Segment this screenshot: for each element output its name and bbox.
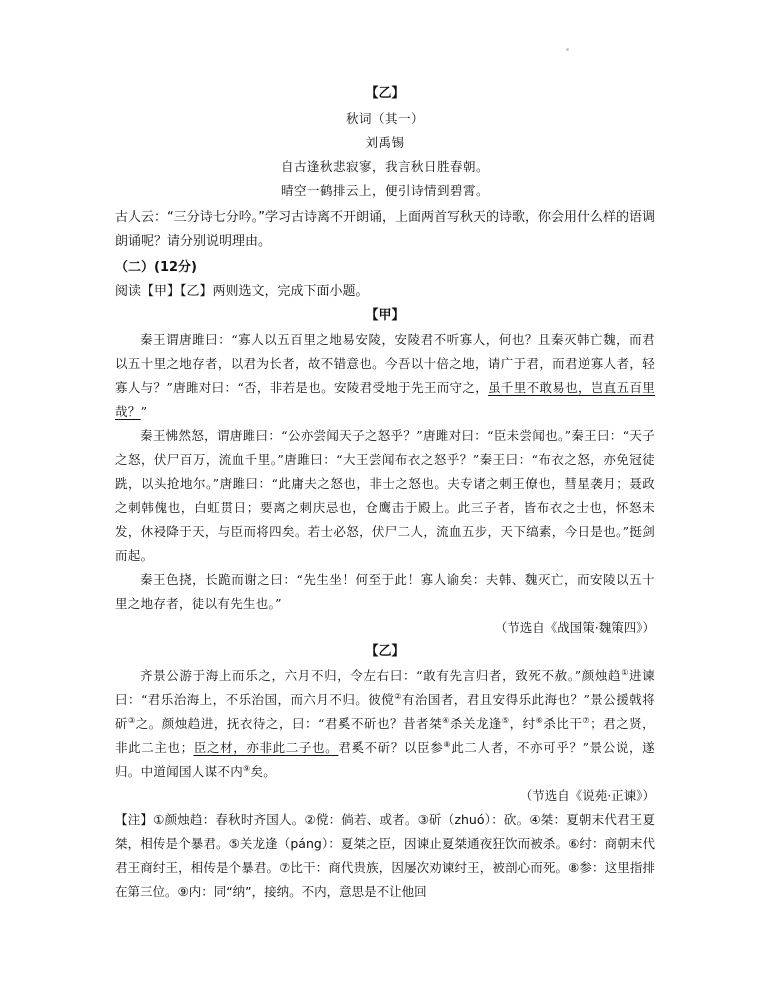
yi-text: 君奚不斫？以臣参	[338, 740, 444, 755]
yi-text: 进谏曰：“君乐治海上，不乐治国，而六月不归。彼傥	[115, 668, 655, 707]
yi-source: （节选自《说苑·正谏》）	[519, 788, 655, 803]
yi-text: ；君之贤，非此二主也；	[115, 716, 655, 755]
note-marker: ②	[394, 691, 402, 701]
jia-paragraph-2: 秦王怫然怒，谓唐雎曰：“公亦尝闻天子之怒乎？”唐雎对曰：“臣未尝闻也。”秦王曰：“天子之怒，伏尸百万，流血千里。”唐雎曰：“大王尝闻布衣之怒乎？”秦王曰：“布衣之怒，亦免冠徒跣，以头抢地尔。”唐雎曰：“此庸夫之怒也，非士之怒也。夫专诸之刺王僚也，彗星袭月；聂政之刺韩傀也，白虹贯日；要离之刺庆忌也，仓鹰击于殿上。此三子者，皆布衣之士也，怀怒未发，休祲降于天，与臣而将四矣。若士必怒，伏尸二人，流血五步，天下缟素，今日是也。”挺剑而起。	[115, 428, 655, 563]
note-marker: ⑨	[243, 763, 251, 773]
section-heading-yi-2: 【乙】	[365, 644, 405, 659]
note-marker: ⑤	[501, 715, 510, 725]
annotation-notes: 【注】①颜烛趋：春秋时齐国人。②傥：倘若、或者。③斫（zhuó）：砍。④桀：夏朝末代君王夏桀，相传是个暴君。⑤关龙逢（páng）：夏桀之臣，因谏止夏桀通夜狂饮而被杀。⑥纣：商朝末代君王商纣王，相传是个暴君。⑦比干：商代贵族，因屡次劝谏纣王，被剖心而死。⑧参：这里指排在第三位。⑨内：同“纳”，接纳。不内，意思是不让他回	[115, 812, 655, 899]
jia-source: （节选自《战国策·魏策四》）	[494, 620, 655, 635]
section-two-intro: 阅读【甲】【乙】两则选文，完成下面小题。	[115, 284, 369, 299]
poem-line: 晴空一鹤排云上，便引诗情到碧霄。	[280, 183, 489, 198]
yi-text: 矣。	[250, 764, 277, 779]
yi-text: 此二人者，不亦可乎？”景公说，遂归。中道闻国人谋不内	[115, 740, 655, 779]
jia-text: 秦王谓唐雎曰：“寡人以五百里之地易安陵，安陵君不听寡人，何也？且秦灭韩亡魏，而君以五十里之地存者，以君为长者，故不错意也。今吾以十倍之地，请广于君，而君逆寡人者，轻寡人与？”唐雎对曰：“否，非若是也。安陵君受地于先王而守之，	[115, 332, 655, 395]
yi-text: 杀关龙逢	[449, 716, 502, 731]
yi-text: ，纣	[509, 716, 536, 731]
yi-paragraph	[115, 664, 655, 784]
page-content	[115, 82, 655, 904]
recitation-question: 古人云：“三分诗七分吟。”学习古诗离不开朗诵，上面两首写秋天的诗歌，你会用什么样的语调朗诵呢？请分别说明理由。	[115, 210, 655, 249]
poem-author: 刘禹锡	[365, 135, 405, 150]
note-marker: ⑥	[535, 715, 544, 725]
underlined-sentence: 臣之材，亦非此二子也。	[193, 740, 339, 755]
yi-text: 齐景公游于海上而乐之，六月不归，令左右曰：“敢有先言归者，致死不赦。”颜烛趋	[140, 668, 622, 683]
yi-text: 杀比干	[543, 716, 583, 731]
jia-paragraph-1	[115, 328, 655, 424]
underlined-sentence: 虽千里不敢易也，岂直五百里哉？	[115, 380, 655, 419]
section-heading-yi: 【乙】	[365, 86, 405, 101]
section-two-label: （二）(12分)	[115, 260, 197, 275]
jia-paragraph-3: 秦王色挠，长跪而谢之曰：“先生坐！何至于此！寡人谕矣：夫韩、魏灭亡，而安陵以五十里之地存者，徒以有先生也。”	[115, 572, 655, 611]
note-marker: ⑧	[443, 739, 452, 749]
yi-text: 之。颜烛趋进，抚衣待之，曰：“君奚不斫也？昔者桀	[135, 716, 443, 731]
section-heading-jia: 【甲】	[365, 308, 405, 323]
yi-text: 有治国者，君且安得乐此海也？”景公援戟将斫	[115, 692, 655, 731]
scan-dot	[566, 48, 569, 51]
poem-line: 自古逢秋悲寂寥，我言秋日胜春朝。	[280, 159, 489, 174]
note-marker: ④	[442, 715, 450, 725]
note-marker: ③	[128, 715, 136, 725]
note-marker: ①	[621, 667, 630, 677]
poem-title: 秋词（其一）	[345, 111, 424, 126]
poem-block	[115, 108, 655, 202]
jia-text: ”	[140, 404, 148, 419]
note-marker: ⑦	[582, 715, 591, 725]
